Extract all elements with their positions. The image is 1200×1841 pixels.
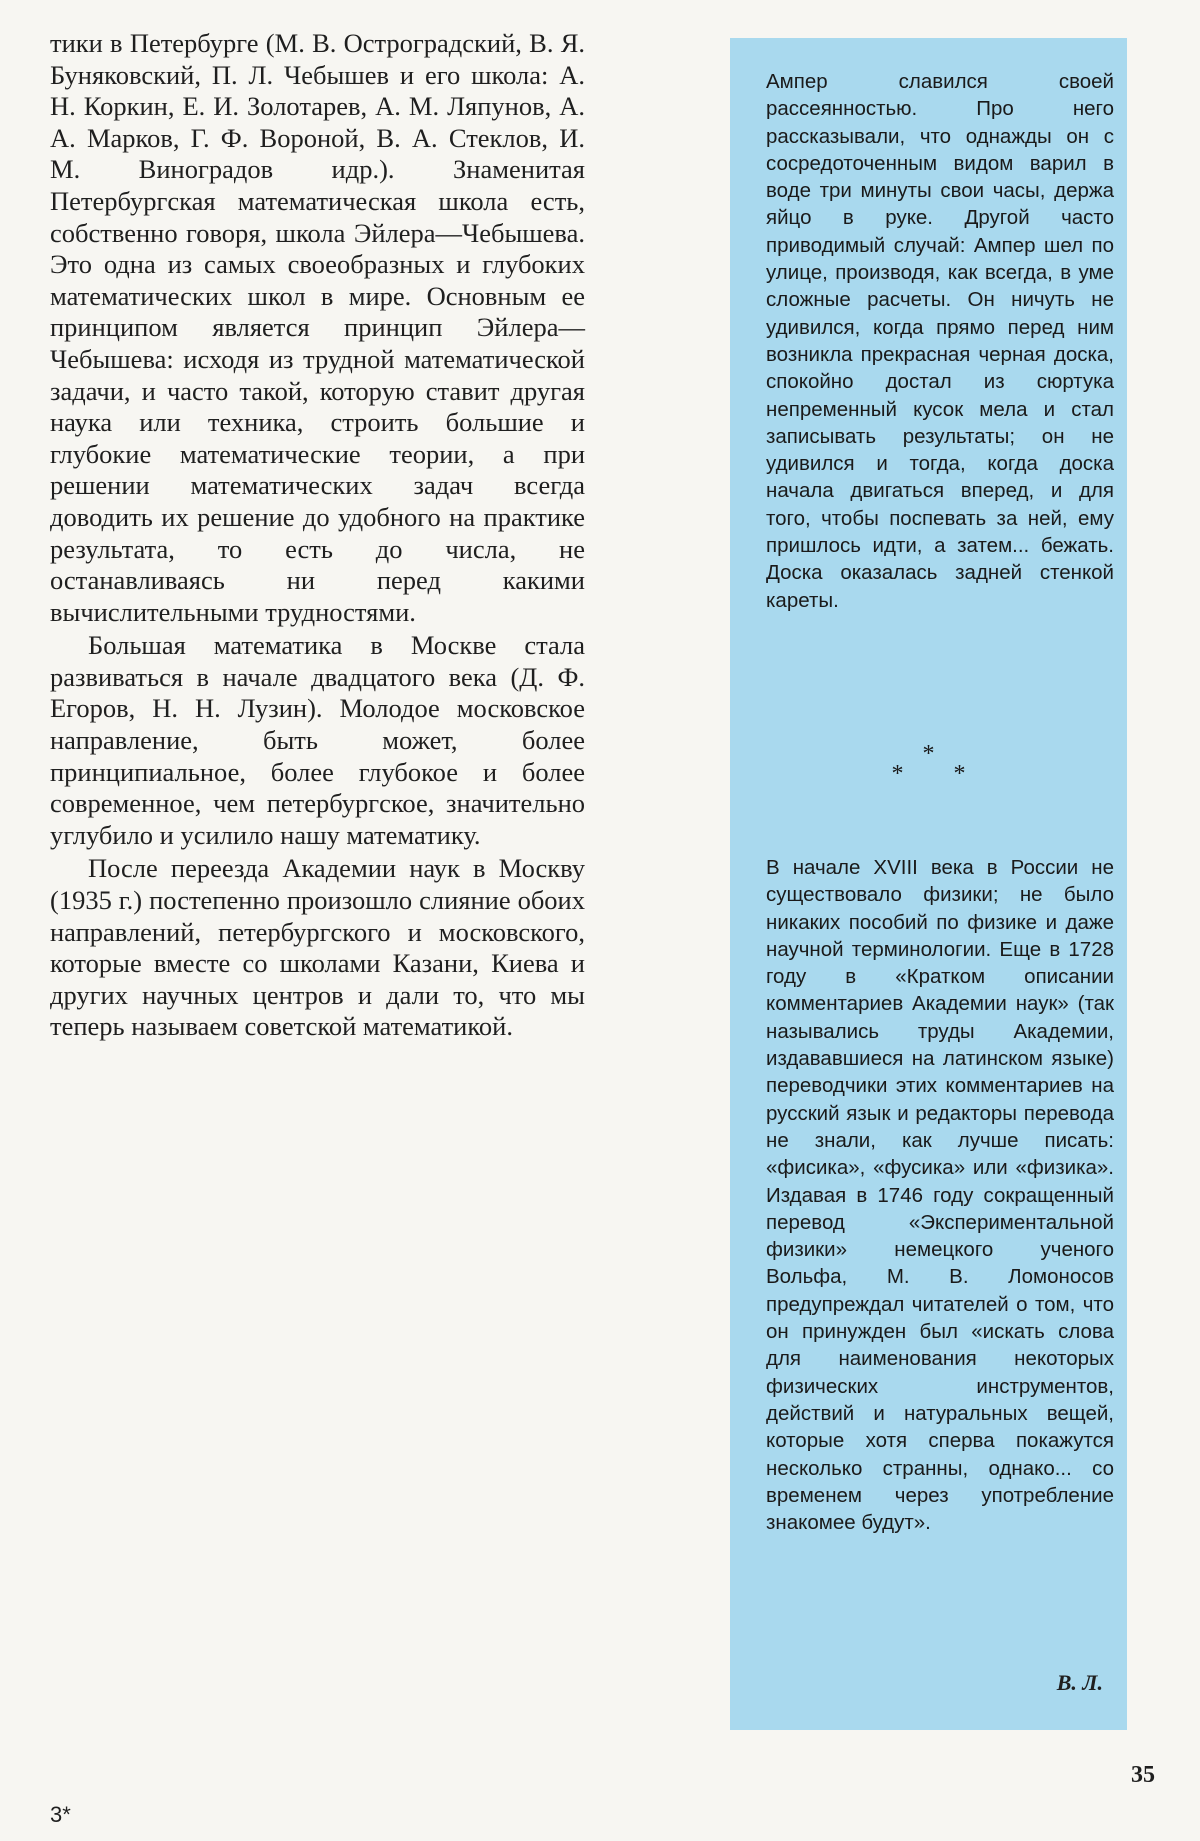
printer-signature-mark: 3* xyxy=(50,1802,71,1827)
main-paragraph-3: После переезда Академии наук в Москву (1935 г.) постепенно произошло слияние обоих направлений, петербургского и московского, которые вместе со школами Казани, Киева и других научных центров и дали то, что мы теперь называем советской математикой. xyxy=(50,853,585,1042)
asterism-bottom: * * xyxy=(891,761,988,787)
main-column xyxy=(50,28,585,1043)
author-signature: В. Л. xyxy=(1056,1670,1103,1695)
asterism-top: * xyxy=(922,741,935,767)
main-paragraph-1: тики в Петербурге (М. В. Остроградский, В. Я. Буняковский, П. Л. Чебышев и его школа: А. Н. Коркин, Е. И. Золотарев, А. М. Ляпунов, А. А. Марков, Г. Ф. Вороной, В. А. Стеклов, И. М. Виноградов идр.). Знаменитая Петербургская математическая школа есть, собственно говоря, школа Эйлера—Чебышева. Это одна из самых своеобразных и глубоких математических школ в мире. Основным ее принципом является принцип Эйлера—Чебышева: исходя из трудной математической задачи, и часто такой, которую ставит другая наука или техника, строить большие и глубокие математические теории, а при решении математических задач всегда доводить их решение до удобного на практике результата, то есть до числа, не останавливаясь ни перед какими вычислительными трудностями. xyxy=(50,28,585,627)
sidebar-panel xyxy=(730,38,1127,1730)
sidebar-anecdote: Ампер славился своей рассеянностью. Про него рассказывали, что однажды он с сосредоточенным видом варил в воде три минуты свои часы, держа яйцо в руке. Другой часто приводимый случай: Ампер шел по улице, производя, как всегда, в уме сложные расчеты. Он ничуть не удивился, когда прямо перед ним возникла прекрасная черная доска, спокойно достал из сюртука непременный кусок мела и стал записывать результаты; он не удивился и тогда, когда доска начала двигаться вперед, и для того, чтобы поспевать за ней, ему пришлось идти, а затем... бежать. Доска оказалась задней стенкой кареты. xyxy=(766,70,1114,612)
main-paragraph-2: Большая математика в Москве стала развиваться в начале двадцатого века (Д. Ф. Егоров, Н. Н. Лузин). Молодое московское направление, быть может, более принципиальное, более глубокое и более современное, чем петербургское, значительно углубило и усилило нашу математику. xyxy=(50,630,585,850)
page-number: 35 xyxy=(1131,1762,1155,1788)
sidebar-history: В начале XVIII века в России не существовало физики; не было никаких пособий по физике и даже научной терминологии. Еще в 1728 году в «Кратком описании комментариев Академии наук» (так назывались труды Академии, издававшиеся на латинском языке) переводчики этих комментариев на русский язык и редакторы перевода не знали, как лучше писать: «фисика», «фусика» или «физика». Издавая в 1746 году сокращенный перевод «Экспериментальной физики» немецкого ученого Вольфа, М. В. Ломоносов предупреждал читателей о том, что он принужден был «искать слова для наименования некоторых физических инструментов, действий и натуральных вещей, которые хотя сперва покажутся несколько странны, однако... со временем через употребление знакомее будут». xyxy=(766,856,1114,1535)
asterism-separator xyxy=(730,741,1127,787)
